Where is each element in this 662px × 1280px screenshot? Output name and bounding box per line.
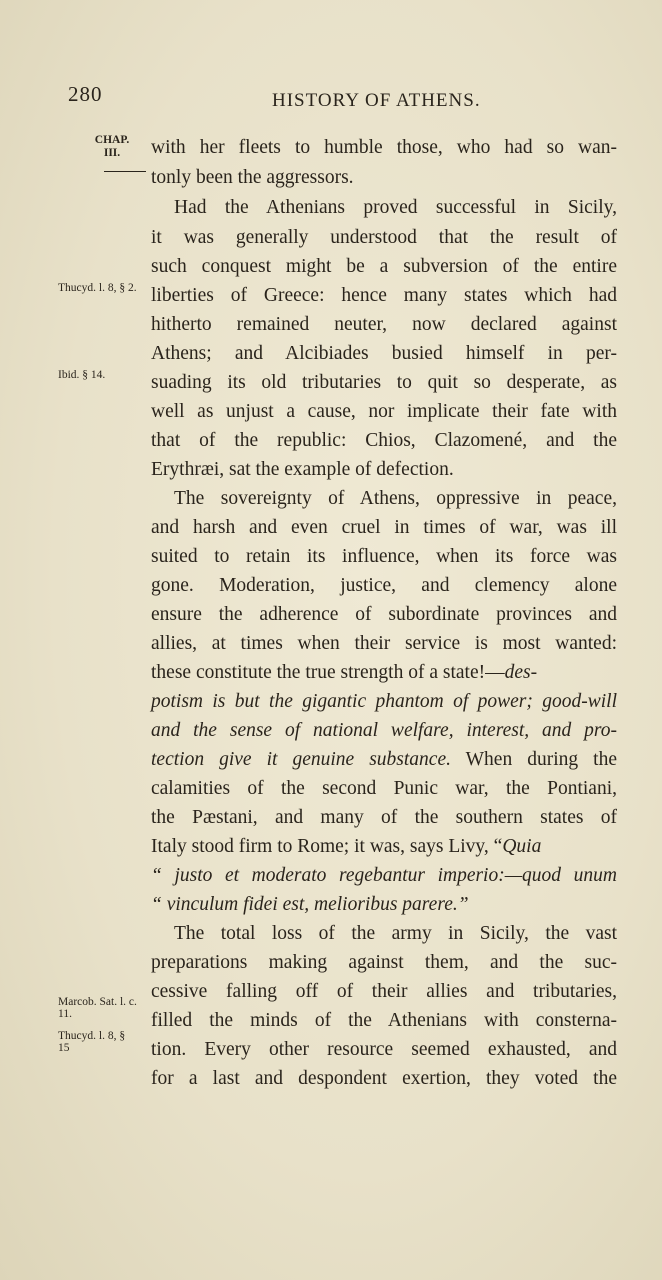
text-line (151, 836, 617, 858)
running-title: HISTORY OF ATHENS. (272, 90, 481, 111)
text-line: and harsh and even cruel in times of war, was ill (151, 517, 617, 538)
italic-span: tection give it genuine substance. (151, 749, 451, 770)
text-line: the Pæstani, and many of the southern states of (151, 807, 617, 828)
text-line: well as unjust a cause, nor implicate their fate with (151, 401, 617, 422)
text-span: Italy stood firm to Rome; it was, says Livy, “ (151, 836, 503, 857)
text-line: suading its old tributaries to quit so desperate, as (151, 372, 617, 393)
text-span: When during the (450, 749, 617, 770)
text-line-italic: “ justo et moderato regebantur imperio:—quod unum (151, 865, 617, 886)
text-line: The total loss of the army in Sicily, the vast (174, 923, 617, 944)
text-line: tonly been the aggressors. (151, 167, 354, 188)
text-line: filled the minds of the Athenians with consterna- (151, 1010, 617, 1031)
text-line (151, 749, 617, 771)
text-line (151, 662, 617, 684)
text-line: allies, at times when their service is most wanted: (151, 633, 617, 654)
text-line: calamities of the second Punic war, the Pontiani, (151, 778, 617, 799)
text-line: with her fleets to humble those, who had so wan- (151, 137, 617, 158)
text-line-italic: potism is but the gigantic phantom of power; good-will (151, 691, 617, 712)
italic-span: des- (504, 662, 538, 683)
text-line: Athens; and Alcibiades busied himself in per- (151, 343, 617, 364)
margin-note: Marcob. Sat. l. c. 11. (58, 996, 137, 1020)
text-line: liberties of Greece: hence many states which had (151, 285, 617, 306)
chapter-rule (104, 171, 146, 172)
text-line: for a last and despondent exertion, they voted the (151, 1068, 617, 1089)
text-line: suited to retain its influence, when its force was (151, 546, 617, 567)
italic-span: Quia (502, 836, 542, 857)
text-line: ensure the adherence of subordinate provinces and (151, 604, 617, 625)
text-line: Erythræi, sat the example of defection. (151, 459, 454, 480)
chapter-number: III. (103, 147, 121, 159)
chapter-marker (84, 134, 140, 160)
text-line: cessive falling off of their allies and tributaries, (151, 981, 617, 1002)
text-line-italic: and the sense of national welfare, interest, and pro- (151, 720, 617, 741)
text-line: tion. Every other resource seemed exhausted, and (151, 1039, 617, 1060)
page-number: 280 (68, 82, 103, 106)
text-line: it was generally understood that the result of (151, 227, 617, 248)
margin-note: Thucyd. l. 8, § 15 (58, 1030, 126, 1054)
chapter-label: CHAP. (94, 134, 130, 146)
text-line: preparations making against them, and the suc- (151, 952, 617, 973)
text-span: these constitute the true strength of a state!— (151, 662, 505, 683)
text-line: gone. Moderation, justice, and clemency alone (151, 575, 617, 596)
margin-note: Thucyd. l. 8, § 2. (58, 282, 137, 294)
text-line: that of the republic: Chios, Clazomené, and the (151, 430, 617, 451)
text-line: hitherto remained neuter, now declared against (151, 314, 617, 335)
text-line: The sovereignty of Athens, oppressive in peace, (174, 488, 617, 509)
margin-note: Ibid. § 14. (58, 369, 106, 381)
text-line-italic: “ vinculum fidei est, melioribus parere.” (151, 894, 469, 915)
text-line: Had the Athenians proved successful in Sicily, (174, 197, 617, 218)
text-line: such conquest might be a subversion of the entire (151, 256, 617, 277)
